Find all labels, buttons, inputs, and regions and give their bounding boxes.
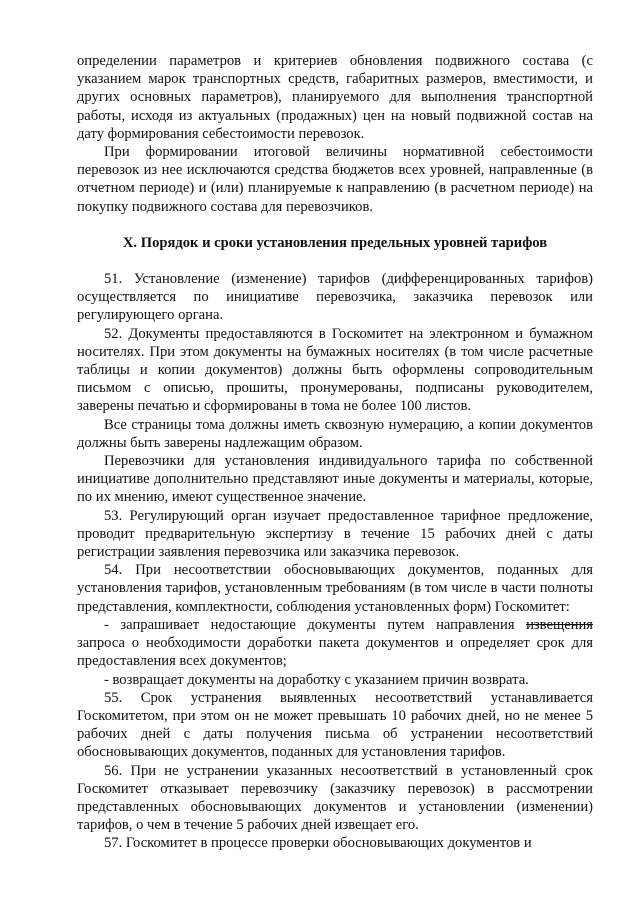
paragraph-54-item-request xyxy=(77,616,593,671)
paragraph-53: 53. Регулирующий орган изучает предоставленное тарифное предложение, проводит предварительную экспертизу в течение 15 рабочих дней с даты регистрации заявления перевозчика или заказчика перевозок. xyxy=(77,507,593,561)
paragraph-52: 52. Документы предоставляются в Госкомитет на электронном и бумажном носителях. При этом документы на бумажных носителях (в том числе расчетные таблицы и копии документов) должны быть оформлены сопроводительным письмом с описью, прошиты, пронумерованы, подписаны руководителем, заверены печатью и сформированы в тома не более 100 листов. xyxy=(77,325,593,415)
paragraph-52-carriers: Перевозчики для установления индивидуального тарифа по собственной инициативе дополнительно представляют иные документы и материалы, которые, по их мнению, имеют существенное значение. xyxy=(77,453,593,506)
paragraph-cost-formation: При формировании итоговой величины нормативной себестоимости перевозок из нее исключаются средства бюджетов всех уровней, направленные (в отчетном периоде) и (или) планируемые к направлению (в расчетном периоде) на покупку подвижного состава для перевозчиков. xyxy=(77,144,593,215)
item-request-text-after: запроса о необходимости доработки пакета документов и определяет срок для предоставления всех документов; xyxy=(77,635,593,670)
paragraph-54: 54. При несоответствии обосновывающих документов, поданных для установления тарифов, установленным требованиям (в том числе в части полноты представления, комплектности, соблюдения установленных форм) Госкомитет: xyxy=(77,562,593,615)
document-page xyxy=(77,52,593,853)
section-heading: X. Порядок и сроки установления предельных уровней тарифов xyxy=(122,234,548,251)
paragraph-51: 51. Установление (изменение) тарифов (дифференцированных тарифов) осуществляется по инициативе перевозчика, заказчика перевозок или регулирующего органа. xyxy=(77,271,593,324)
paragraph-52-pages: Все страницы тома должны иметь сквозную нумерацию, а копии документов должны быть заверены надлежащим образом. xyxy=(77,416,593,451)
struck-word: извещения xyxy=(526,616,593,633)
paragraph-54-item-return: - возвращает документы на доработку с указанием причин возврата. xyxy=(104,671,529,688)
paragraph-55: 55. Срок устранения выявленных несоответствий устанавливается Госкомитетом, при этом он не может превышать 10 рабочих дней, но не менее 5 рабочих дней с даты получения письма об устранении несоответствий обосновывающих документов, поданных для установления тарифов. xyxy=(77,689,593,761)
paragraph-intro: определении параметров и критериев обновления подвижного состава (с указанием марок транспортных средств, габаритных размеров, вместимости, и других основных параметров), планируемого для выполнения транспортной работы, исходя из актуальных (продажных) цен на новый подвижной состав на дату формирования себестоимости перевозок. xyxy=(77,53,593,142)
paragraph-57: 57. Госкомитет в процессе проверки обосновывающих документов и xyxy=(104,835,532,852)
paragraph-56: 56. При не устранении указанных несоответствий в установленный срок Госкомитет отказывает перевозчику (заказчику перевозок) в рассмотрении представленных обосновывающих документов и установлении (изменении) тарифов, о чем в течение 5 рабочих дней извещает его. xyxy=(77,762,593,834)
item-request-text-before: - запрашивает недостающие документы путем направления xyxy=(104,616,527,633)
